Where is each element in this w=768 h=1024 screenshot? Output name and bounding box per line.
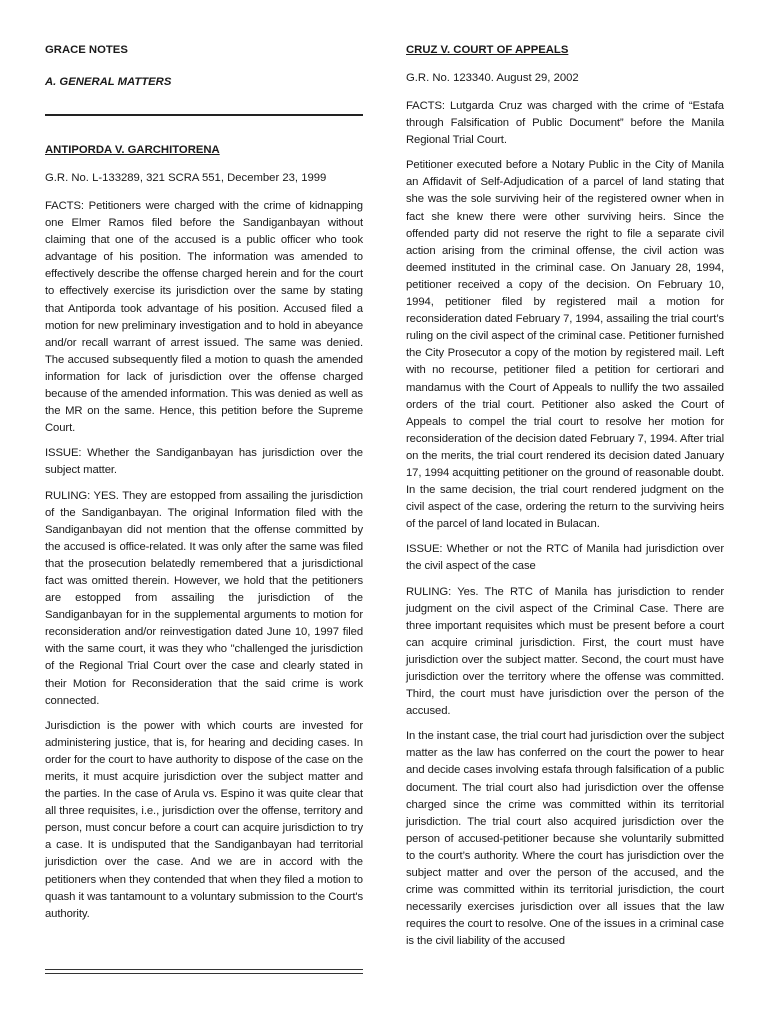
ruling-paragraph: RULING: Yes. The RTC of Manila has jurisdiction to render judgment on the civil aspect of the Criminal Case. There are three important requisites which must be present before a court can acquire criminal jurisdiction. First, the court must have jurisdiction over the subject matter. Second, the court must have jurisdiction over the territory where the offense was committed. Third, the court must have jurisdiction over the person of the accused. [406,585,724,718]
issue-paragraph: ISSUE: Whether or not the RTC of Manila had jurisdiction over the civil aspect of the case [406,543,724,573]
jurisdiction-paragraph: Jurisdiction is the power with which courts are invested for administering justice, that is, for hearing and deciding cases. In order for the court to have authority to dispose of the case on the merits, it must acquire jurisdiction over the subject matter and the parties. In the case of Arula vs. Espino it was quite clear that all three requisites, i.e., jurisdiction over the offense, territory and person, must concur before a court can acquire jurisdiction to try a case. It is undisputed that the Sandiganbayan had territorial jurisdiction over the case. And we are in accord with the petitioners when they contended that when they filed a motion to quash it was tantamount to a voluntary submission to the Court's authority. [45,719,363,920]
case-citation-antiporda: G.R. No. L-133289, 321 SCRA 551, December 23, 1999 [45,172,327,184]
petitioner-paragraph: Petitioner executed before a Notary Public in the City of Manila an Affidavit of Self-Adjudication of a parcel of land stating that she was the sole surviving heir of the registered owner when in fact she knew there were other surviving heirs. Since the offended party did not reserve the right to file a separate civil action arising from the criminal offense, the civil action was deemed instituted in the criminal case. On January 28, 1994, petitioner received a copy of the decision. On February 10, 1994, petitioner filed by registered mail a motion for reconsideration dated February 7, 1994, assailing the trial court’s ruling on the civil aspect of the criminal case. Petitioner furnished the City Prosecutor a copy of the motion by registered mail. Left with no recourse, petitioner filed a petition for certiorari and mandamus with the Court of Appeals to nullify the two assailed orders of the trial court. Petitioner also asked the Court of Appeals to compel the trial court to resolve her motion for reconsideration of the decision dated February 7, 1994. After trial on the merits, the trial court rendered its decision dated January 17, 1994 acquitting petitioner on the ground of reasonable doubt. In the same decision, the trial court rendered judgment on the civil aspect of the case, ordering the return to the surviving heirs of the parcel of land located in Bulacan. [406,159,724,531]
section-divider [45,114,363,116]
case-title-cruz: CRUZ V. COURT OF APPEALS [406,44,569,56]
instant-case-paragraph: In the instant case, the trial court had jurisdiction over the subject matter as the law has conferred on the court the power to hear and decide cases involving estafa through falsification of a public document. The trial court also had jurisdiction over the offense charged since the crime was committed within its territorial jurisdiction. The trial court also acquired jurisdiction over the person of accused-petitioner because she voluntarily submitted to the court’s authority. Where the court has jurisdiction over the subject matter and over the person of the accused, and the crime was committed within its territorial jurisdiction, the court necessarily exercises jurisdiction over all issues that the law requires the court to resolve. One of the issues in a criminal case is the civil liability of the accused [406,730,724,948]
section-title: A. GENERAL MATTERS [45,76,172,88]
ruling-paragraph: RULING: YES. They are estopped from assailing the jurisdiction of the Sandiganbayan. The original Information filed with the Sandiganbayan did not mention that the offense committed by the accused is office-related. It was only after the same was filed that the prosecution belatedly remembered that a jurisdictional fact was omitted therein. However, we hold that the petitioners are estopped from assailing the jurisdiction of the Sandiganbayan for in the supplemental arguments to motion for reconsideration and/or reinvestigation dated June 10, 1997 filed with the same court, it was they who "challenged the jurisdiction of the Regional Trial Court over the case and clearly stated in their Motion for Reconsideration that the said crime is work connected. [45,489,363,707]
right-column [406,44,724,959]
facts-paragraph: FACTS: Lutgarda Cruz was charged with the crime of “Estafa through Falsification of Public Document” before the Manila Regional Trial Court. [406,100,724,147]
document-title: GRACE NOTES [45,44,128,56]
facts-paragraph: FACTS: Petitioners were charged with the crime of kidnapping one Elmer Ramos filed before the Sandiganbayan without claiming that one of the accused is a public officer who took advantage of his position. The information was amended to effectively describe the offense charged herein and for the court to effectively exercise its jurisdiction over the same by stating that Antiporda took advantage of his position. Accused filed a motion for new preliminary investigation and to hold in abeyance and/or recall warrant of arrest issued. The same was denied. The accused subsequently filed a motion to quash the amended information for lack of jurisdiction over the offense charged because of the amended information. This was denied as well as the MR on the same. Hence, this petition before the Supreme Court. [45,200,363,435]
case-title-antiporda: ANTIPORDA V. GARCHITORENA [45,144,220,156]
case-citation-cruz: G.R. No. 123340. August 29, 2002 [406,72,579,84]
issue-paragraph: ISSUE: Whether the Sandiganbayan has jurisdiction over the subject matter. [45,447,363,477]
left-column [45,44,363,931]
bottom-double-divider [45,969,363,974]
